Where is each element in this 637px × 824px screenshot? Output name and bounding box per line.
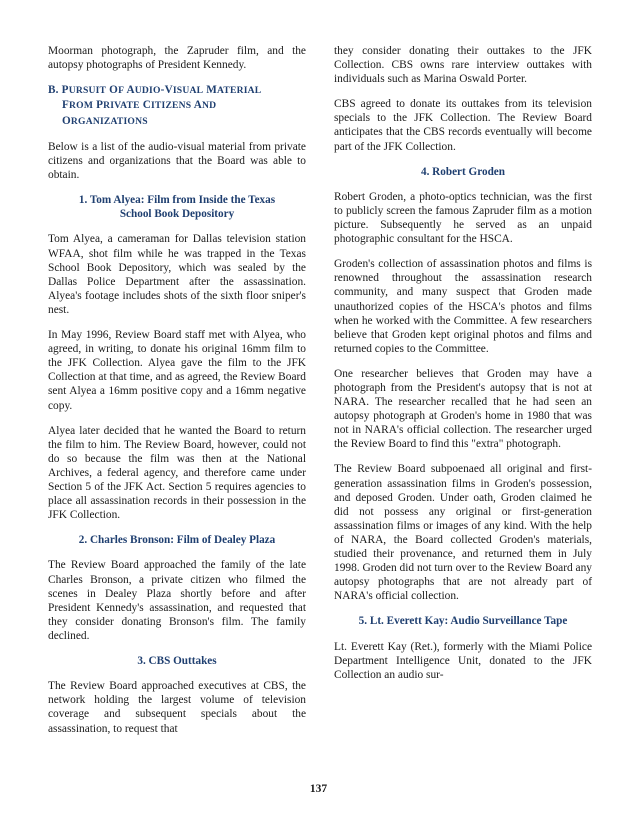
paragraph-intro: Below is a list of the audio-visual material from private citizens and organizations that the Board was able to obtain.: [48, 140, 306, 181]
paragraph-groden-1: Robert Groden, a photo-optics technician, was the first to publicly screen the famous Zapruder film as a motion picture. Subsequently he served as an unpaid photographic consultant for the HSCA.: [334, 190, 592, 246]
paragraph-groden-4: The Review Board subpoenaed all original and first-generation assassination films in Groden's possession, and deposed Groden. Under oath, Groden claimed he did not possess any original or first-generation assassination films or images of any kind. With the help of NARA, the Board collected Groden's materials, studied their provenance, and returned them in July 1998. Groden did not turn over to the Review Board any autopsy photographs that are not already part of NARA's official collection.: [334, 463, 592, 603]
paragraph-alyea-3: Alyea later decided that he wanted the Board to return the film to him. The Review Board, however, could not do so because the film was then at the National Archives, a federal agency, and therefore came under Section 5 of the JFK Act. Section 5 requires agencies to place all assassination records in their possession in the JFK Collection.: [48, 424, 306, 522]
paragraph-groden-2: Groden's collection of assassination photos and films is renowned throughout the assassination research community, and many suspect that Groden made unauthorized copies of the HSCA's photos and films when he worked with the Committee. A few researchers believe that Groden kept original photos and films and returned copies to the Committee.: [334, 258, 592, 355]
left-column: [48, 44, 306, 744]
paragraph-alyea-2: In May 1996, Review Board staff met with Alyea, who agreed, in writing, to donate his original 16mm film to the JFK Collection. Alyea gave the film to the JFK Collection at that time, and as agreed, the Review Board sent Alyea a 16mm positive copy and a 16mm negative copy.: [48, 329, 306, 412]
subsection-heading-1-line1: 1. Tom Alyea: Film from Inside the Texas: [78, 194, 276, 207]
two-column-body: [48, 44, 592, 744]
subsection-heading-1: [48, 193, 306, 221]
section-heading-b-line3: ORGANIZATIONS: [62, 114, 148, 127]
paragraph-bronson: The Review Board approached the family of the late Charles Bronson, a private citizen who filmed the scenes in Dealey Plaza shortly before and after President Kennedy's assassination, and requested that they consider donating Bronson's film. The family declined.: [48, 559, 306, 642]
subsection-heading-5: 5. Lt. Everett Kay: Audio Surveillance Tape: [358, 615, 568, 628]
subsection-heading-2: 2. Charles Bronson: Film of Dealey Plaza: [78, 534, 276, 547]
paragraph-continued: Moorman photograph, the Zapruder film, and the autopsy photographs of President Kennedy.: [48, 45, 306, 72]
subsection-heading-3: 3. CBS Outtakes: [137, 655, 217, 668]
paragraph-cbs-agreement: CBS agreed to donate its outtakes from its television specials to the JFK Collection. The Review Board anticipates that the CBS records eventually will become part of the JFK Collection.: [334, 98, 592, 153]
paragraph-alyea-1: Tom Alyea, a cameraman for Dallas television station WFAA, shot film while he was trapped in the Texas School Book Depository, which was sealed by the Dallas Police Department after the assassination. Alyea's footage includes shots of the sixth floor sniper's nest.: [48, 233, 306, 316]
paragraph-cbs: The Review Board approached executives at CBS, the network holding the largest volume of television coverage and subsequent specials about the assassination, to request that: [48, 680, 306, 735]
right-column: [334, 44, 592, 744]
paragraph-groden-3: One researcher believes that Groden may have a photograph from the President's autopsy that is not at NARA. The researcher recalled that he had seen an autopsy photograph at Groden's home in 1980 that was not in NARA's official collection. The researcher urged the Review Board to find this "extra" photograph.: [334, 367, 592, 451]
section-heading-b-line1: B. PURSUIT OF AUDIO-VISUAL MATERIAL: [48, 84, 262, 97]
subsection-heading-4: 4. Robert Groden: [420, 165, 505, 178]
section-heading-b-line2: FROM PRIVATE CITIZENS AND: [62, 99, 217, 112]
page-number: 137: [309, 783, 328, 795]
paragraph-kay: Lt. Everett Kay (Ret.), formerly with the Miami Police Department Intelligence Unit, donated to the JFK Collection an audio sur-: [334, 640, 592, 681]
paragraph-cbs-continued: they consider donating their outtakes to the JFK Collection. CBS owns rare interview outtakes with individuals such as Marina Oswald Porter.: [334, 45, 592, 86]
section-heading-b: [48, 83, 306, 129]
subsection-heading-1-line2: School Book Depository: [119, 208, 235, 221]
